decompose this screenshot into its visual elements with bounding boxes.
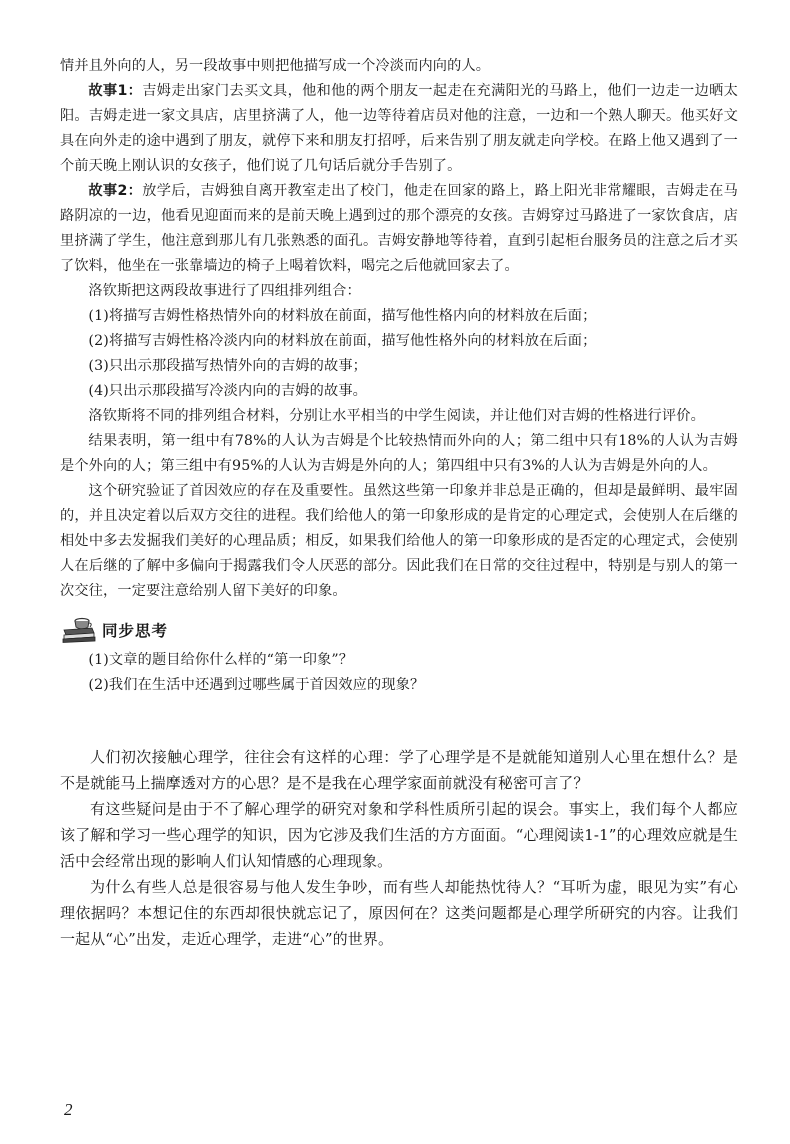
closing-paragraph-2: 有这些疑问是由于不了解心理学的研究对象和学科性质所引起的误会。事实上，我们每个人都应该了解和学习一些心理学的知识，因为它涉及我们生活的方方面面。“心理阅读1-1”的心理效应就是生活中会经常出现的影响人们认知情感的心理现象。 <box>60 800 738 870</box>
conclusion-paragraph: 这个研究验证了首因效应的存在及重要性。虽然这些第一印象并非总是正确的，但却是最鲜明、最牢固的，并且决定着以后双方交往的进程。我们给他人的第一印象形成的是肯定的心理定式，会使别人在后继的相处中多去发掘我们美好的心理品质；相反，如果我们给他人的第一印象形成的是否定的心理定式，会使别人在后继的了解中多偏向于揭露我们令人厌恶的部分。因此我们在日常的交往过程中，特别是与别人的第一次交往，一定要注意给别人留下美好的印象。 <box>60 483 738 599</box>
story-2-label: 故事2： <box>88 183 143 199</box>
arrangement-item: (2)将描写吉姆性格冷淡内向的材料放在前面，描写他性格外向的材料放在后面； <box>88 333 597 349</box>
arrangement-item: (1)将描写吉姆性格热情外向的材料放在前面，描写他性格内向的材料放在后面； <box>88 308 597 324</box>
story-1-label: 故事1： <box>88 83 143 99</box>
section-title: 同步思考 <box>102 622 169 640</box>
page-content <box>60 54 738 952</box>
intro-tail: 情并且外向的人，另一段故事中则把他描写成一个冷淡而内向的人。 <box>60 58 491 74</box>
book-cup-icon <box>62 617 96 643</box>
story-1 <box>60 79 738 179</box>
closing-text <box>60 744 738 952</box>
arrangement-intro: 洛钦斯把这两段故事进行了四组排列组合： <box>88 283 361 299</box>
results-paragraph: 结果表明，第一组中有78%的人认为吉姆是个比较热情而外向的人；第二组中只有18%的人认为吉姆是个外向的人；第三组中有95%的人认为吉姆是外向的人；第四组中只有3%的人认为吉姆是外向的人。 <box>60 433 738 474</box>
method-paragraph: 洛钦斯将不同的排列组合材料，分别让水平相当的中学生阅读，并让他们对吉姆的性格进行评价。 <box>88 408 705 424</box>
arrangement-item: (4)只出示那段描写冷淡内向的吉姆的故事。 <box>88 383 368 399</box>
question-item: (1)文章的题目给你什么样的“第一印象”？ <box>88 652 354 668</box>
arrangement-item: (3)只出示那段描写热情外向的吉姆的故事； <box>88 358 368 374</box>
story-2 <box>60 179 738 279</box>
question-list <box>60 648 738 698</box>
story-2-text: 放学后，吉姆独自离开教室走出了校门，他走在回家的路上，路上阳光非常耀眼，吉姆走在马路阴凉的一边，他看见迎面而来的是前天晚上遇到过的那个漂亮的女孩。吉姆穿过马路进了一家饮食店，店里挤满了学生，他注意到那儿有几张熟悉的面孔。吉姆安静地等待着，直到引起柜台服务员的注意之后才买了饮料，他坐在一张靠墙边的椅子上喝着饮料，喝完之后他就回家去了。 <box>60 183 738 274</box>
page-number: 2 <box>64 1100 73 1119</box>
closing-paragraph-1: 人们初次接触心理学，往往会有这样的心理：学了心理学是不是就能知道别人心里在想什么？是不是就能马上揣摩透对方的心思？是不是我在心理学家面前就没有秘密可言了？ <box>60 748 738 792</box>
closing-paragraph-3: 为什么有些人总是很容易与他人发生争吵，而有些人却能热忱待人？“耳听为虚，眼见为实”有心理依据吗？本想记住的东西却很快就忘记了，原因何在？这类问题都是心理学所研究的内容。让我们一起从“心”出发，走近心理学，走进“心”的世界。 <box>60 878 738 948</box>
story-1-text: 吉姆走出家门去买文具，他和他的两个朋友一起走在充满阳光的马路上，他们一边走一边晒太阳。吉姆走进一家文具店，店里挤满了人，他一边等待着店员对他的注意，一边和一个熟人聊天。他买好文具在向外走的途中遇到了朋友，就停下来和朋友打招呼，后来告别了朋友就走向学校。在路上他又遇到了一个前天晚上刚认识的女孩子，他们说了几句话后就分手告别了。 <box>60 83 738 174</box>
section-header <box>60 614 738 646</box>
question-item: (2)我们在生活中还遇到过哪些属于首因效应的现象？ <box>88 677 425 693</box>
reading-passage <box>60 54 738 604</box>
